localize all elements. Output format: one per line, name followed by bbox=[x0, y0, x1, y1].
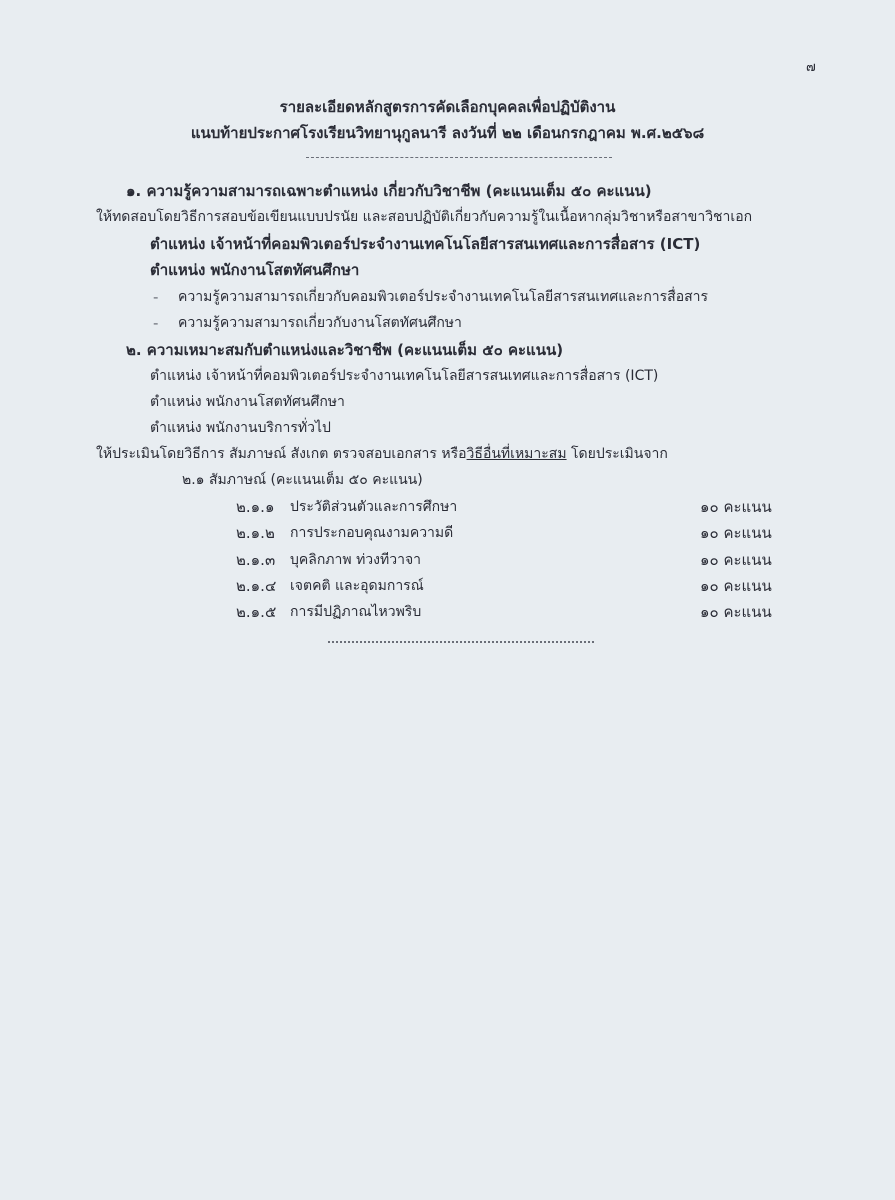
section2-position-service: ตำแหน่ง พนักงานบริการทั่วไป bbox=[150, 420, 331, 436]
method-prefix: ให้ประเมินโดยวิธีการ สัมภาษณ์ สังเกต ตรวจสอบเอกสาร หรือ bbox=[96, 446, 467, 462]
end-divider bbox=[328, 641, 594, 643]
doc-title-line2: แนบท้ายประกาศโรงเรียนวิทยานุกูลนารี ลงวันที่ ๒๒ เดือนกรกฎาคม พ.ศ.๒๕๖๘ bbox=[190, 124, 705, 142]
criteria-label: การมีปฏิภาณไหวพริบ bbox=[290, 604, 422, 620]
criteria-code: ๒.๑.๔ bbox=[236, 577, 277, 595]
section2-heading: ๒. ความเหมาะสมกับตำแหน่งและวิชาชีพ (คะแนนเต็ม ๕๐ คะแนน) bbox=[126, 341, 564, 359]
section1-heading: ๑. ความรู้ความสามารถเฉพาะตำแหน่ง เกี่ยวกับวิชาชีพ (คะแนนเต็ม ๕๐ คะแนน) bbox=[126, 182, 652, 200]
bullet-mark: - bbox=[153, 288, 159, 306]
doc-title-line1: รายละเอียดหลักสูตรการคัดเลือกบุคคลเพื่อปฏิบัติงาน bbox=[279, 98, 616, 116]
section2-position-av: ตำแหน่ง พนักงานโสตทัศนศึกษา bbox=[150, 394, 345, 410]
section2-method bbox=[96, 444, 668, 464]
criteria-code: ๒.๑.๒ bbox=[236, 524, 275, 542]
criteria-score: ๑๐ คะแนน bbox=[700, 524, 772, 542]
section1-item-1: ความรู้ความสามารถเกี่ยวกับคอมพิวเตอร์ประจำงานเทคโนโลยีสารสนเทศและการสื่อสาร bbox=[178, 289, 709, 305]
section2-position-ict: ตำแหน่ง เจ้าหน้าที่คอมพิวเตอร์ประจำงานเทคโนโลยีสารสนเทศและการสื่อสาร (ICT) bbox=[150, 368, 659, 384]
title-divider bbox=[306, 157, 612, 158]
criteria-score: ๑๐ คะแนน bbox=[700, 603, 772, 621]
criteria-code: ๒.๑.๕ bbox=[236, 603, 277, 621]
section1-position-av: ตำแหน่ง พนักงานโสตทัศนศึกษา bbox=[150, 261, 360, 279]
criteria-label: การประกอบคุณงามความดี bbox=[290, 525, 454, 541]
section1-position-ict: ตำแหน่ง เจ้าหน้าที่คอมพิวเตอร์ประจำงานเทคโนโลยีสารสนเทศและการสื่อสาร (ICT) bbox=[150, 235, 701, 253]
criteria-label: บุคลิกภาพ ท่วงทีวาจา bbox=[290, 552, 422, 568]
method-underlined: วิธีอื่นที่เหมาะสม bbox=[466, 446, 567, 462]
criteria-label: เจตคติ และอุดมการณ์ bbox=[290, 578, 424, 594]
criteria-code: ๒.๑.๑ bbox=[236, 498, 275, 516]
criteria-label: ประวัติส่วนตัวและการศึกษา bbox=[290, 499, 458, 515]
method-suffix: โดยประเมินจาก bbox=[566, 446, 668, 462]
page-number: ๗ bbox=[806, 60, 816, 75]
criteria-score: ๑๐ คะแนน bbox=[700, 551, 772, 569]
criteria-score: ๑๐ คะแนน bbox=[700, 498, 772, 516]
section1-intro: ให้ทดสอบโดยวิธีการสอบข้อเขียนแบบปรนัย และสอบปฏิบัติเกี่ยวกับความรู้ในเนื้อหากลุ่มวิชาหรือสาขาวิชาเอก bbox=[96, 209, 753, 225]
section1-item-2: ความรู้ความสามารถเกี่ยวกับงานโสตทัศนศึกษา bbox=[178, 315, 462, 331]
criteria-code: ๒.๑.๓ bbox=[236, 551, 276, 569]
criteria-score: ๑๐ คะแนน bbox=[700, 577, 772, 595]
section2-subsection: ๒.๑ สัมภาษณ์ (คะแนนเต็ม ๕๐ คะแนน) bbox=[182, 472, 423, 488]
bullet-mark: - bbox=[153, 314, 159, 332]
